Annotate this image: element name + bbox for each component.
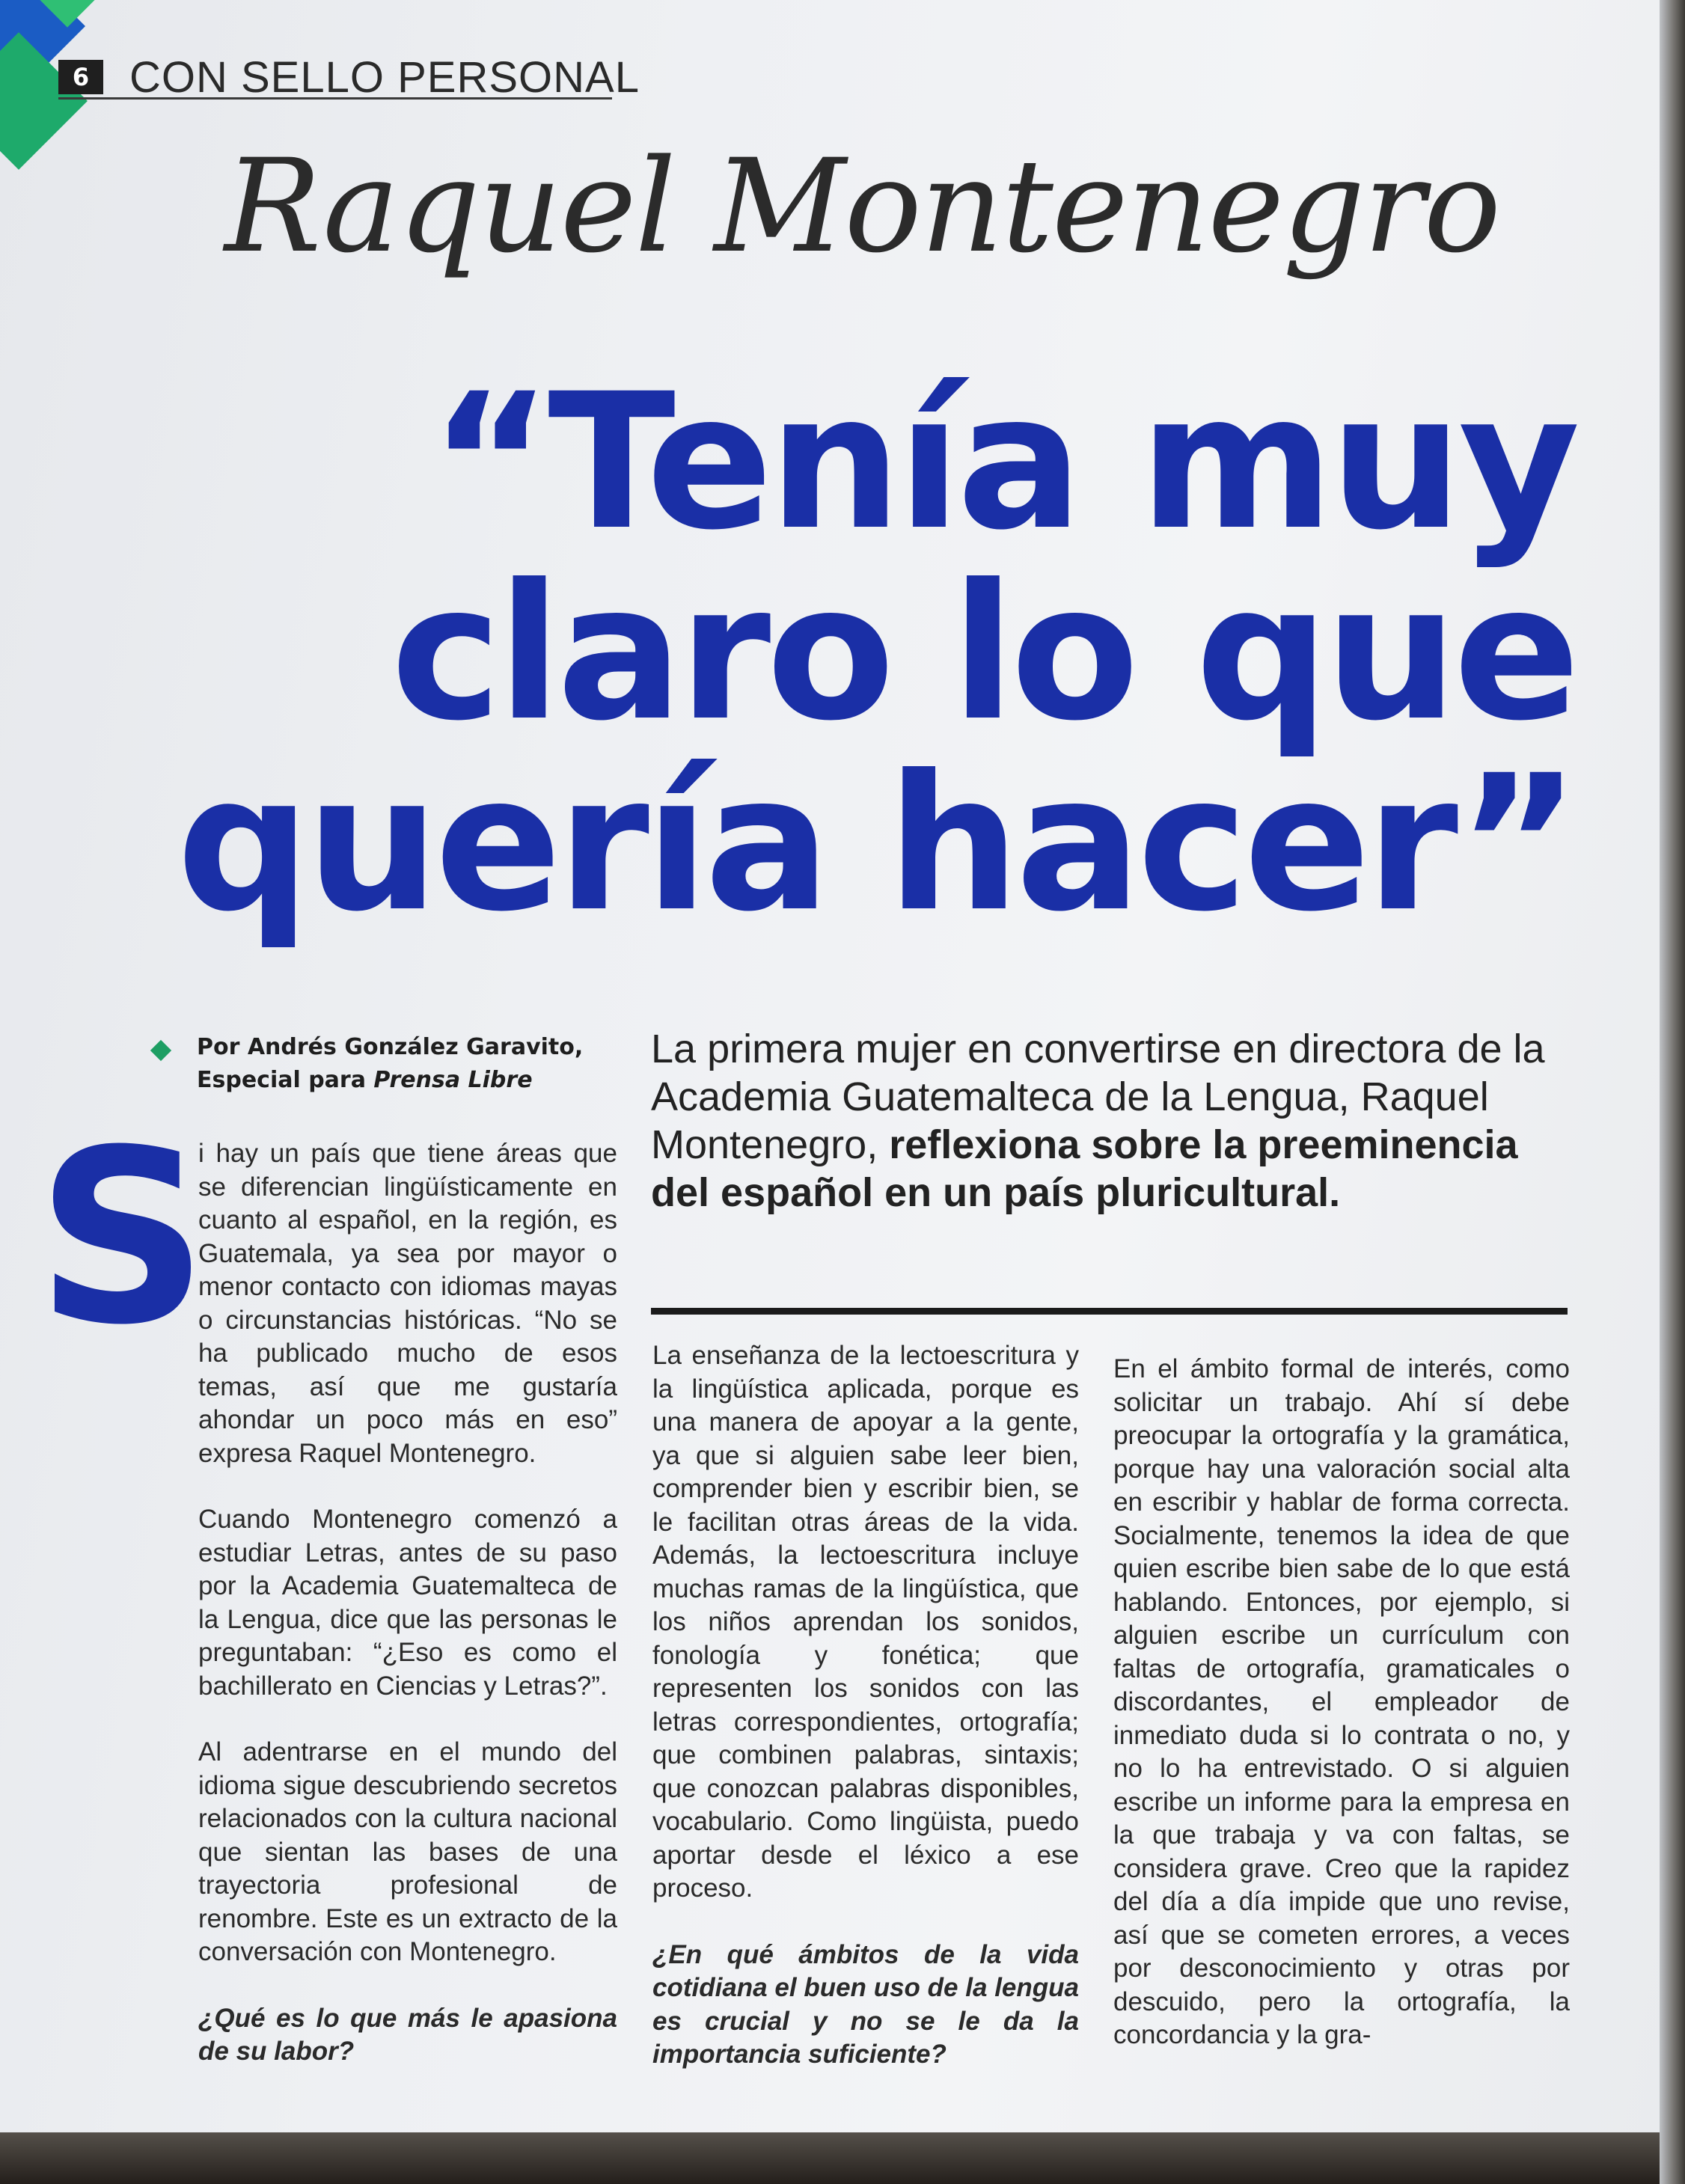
byline-org-name: Prensa Libre: [373, 1067, 533, 1093]
person-name: Raquel Montenegro: [224, 131, 1500, 281]
page-number: 6: [58, 60, 103, 94]
paragraph: La enseñanza de la lectoescritura y la lingüística aplicada, porque es una manera de apoyar a la gente, ya que si alguien sabe leer bien, comprender bien y escribir bien, se le facilitan otras áreas de la vida. Además, la lectoescritura incluye muchas ramas de la lingüística, que los niños aprendan los sonidos, fonología y fonética; que representen los sonidos con las letras correspondientes, ortografía; que combinen palabras, sintaxis; que conozcan palabras disponibles, vocabulario. Como lingüista, puedo aportar desde el léxico a ese proceso.: [652, 1341, 1079, 1903]
deck-regular: La primera mujer en convertirse en directora de la Academia Guatemalteca de la Lengua, Raquel Montenegro,: [651, 1027, 1545, 1167]
headline-line: “Tenía muy: [429, 353, 1576, 571]
body-column-2: [652, 1339, 1079, 2105]
section-title: CON SELLO PERSONAL: [129, 53, 640, 102]
page-bottom-shadow: [0, 2132, 1660, 2184]
deck-divider: [651, 1308, 1568, 1315]
paragraph: En el ámbito formal de interés, como solicitar un trabajo. Ahí sí debe preocupar la ortografía y la gramática, porque hay una valoración social alta en escribir y hablar de forma correcta. Socialmente, tenemos la idea de que quien escribe bien sabe de lo que está hablando. Entonces, por ejemplo, si alguien escribe un currículum con faltas de ortografía, gramaticales o discordantes, el empleador de inmediato duda si lo contrata o no, y no lo ha entrevistado. O si alguien escribe un informe para la empresa en la que trabaja y va con faltas, se considera grave. Creo que la rapidez del día a día impide que uno revise, así que se cometen errores, a veces por desconocimiento y otras por descuido, pero la ortografía, la concordancia y la gra-: [1113, 1354, 1570, 2049]
byline-author: Por Andrés González Garavito,: [197, 1034, 584, 1060]
drop-cap: S: [36, 1099, 209, 1377]
body-column-1: [198, 1137, 617, 2102]
headline-line: claro lo que: [391, 544, 1576, 762]
section-header: [58, 52, 640, 102]
byline-org-prefix: Especial para: [197, 1067, 366, 1093]
byline-org: [197, 1067, 533, 1093]
deck: [651, 1025, 1571, 1217]
paragraph: Cuando Montenegro comenzó a estudiar Letras, antes de su paso por la Academia Guatemalteca de la Lengua, dice que las personas le preguntaban: “¿Eso es como el bachillerato en Ciencias y Letras?”.: [198, 1505, 617, 1701]
headline-line: quería hacer”: [177, 735, 1576, 952]
page-edge: [1660, 0, 1685, 2184]
interview-question: ¿Qué es lo que más le apasiona de su labor?: [198, 2003, 617, 2066]
headline: [154, 353, 1576, 952]
body-column-3: [1113, 1353, 1570, 2085]
diamond-bullet-icon: [150, 1040, 171, 1061]
paragraph: Al adentrarse en el mundo del idioma sigue descubriendo secretos relacionados con la cultura nacional que sientan las bases de una trayectoria profesional de renombre. Este es un extracto de la conversación con Montenegro.: [198, 1737, 617, 1966]
interview-question: ¿En qué ámbitos de la vida cotidiana el buen uso de la lengua es crucial y no se le da la importancia suficiente?: [652, 1939, 1079, 2069]
paragraph: i hay un país que tiene áreas que se diferencian lingüísticamente en cuanto al español, en la región, es Guatemala, ya sea por mayor o menor contacto con idiomas mayas o circunstancias históricas. “No se ha publicado mucho de esos temas, así que me gustaría ahondar un poco más en eso” expresa Raquel Montenegro.: [198, 1139, 617, 1468]
deck-bold: reflexiona sobre la preeminencia del español en un país pluricultural.: [651, 1122, 1518, 1215]
